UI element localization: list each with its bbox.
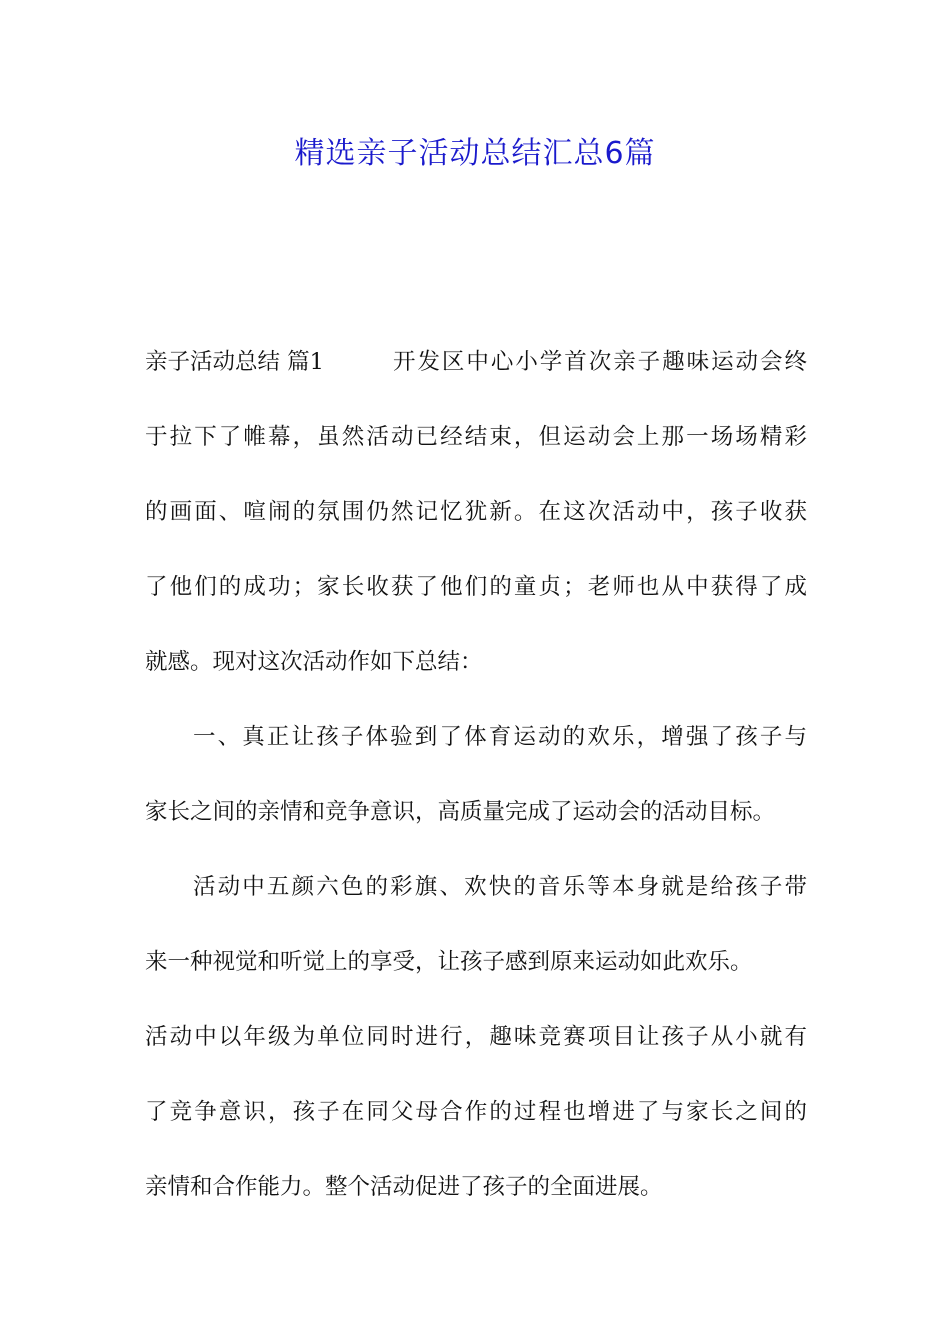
paragraph-line: 就感。现对这次活动作如下总结：: [145, 649, 483, 675]
paragraph-line: 家长之间的亲情和竞争意识，高质量完成了运动会的活动目标。: [145, 799, 776, 825]
paragraph-line: 了他们的成功；家长收获了他们的童贞；老师也从中获得了成: [145, 574, 807, 600]
document-title: 精选亲子活动总结汇总6篇: [294, 136, 656, 171]
section-heading: 亲子活动总结 篇1: [145, 349, 324, 375]
paragraph-line: 活动中五颜六色的彩旗、欢快的音乐等本身就是给孩子带: [193, 874, 807, 900]
paragraph-line: 开发区中心小学首次亲子趣味运动会终: [393, 349, 807, 375]
paragraph-line: 亲情和合作能力。整个活动促进了孩子的全面进展。: [145, 1174, 663, 1200]
paragraph-line: 于拉下了帷幕，虽然活动已经结束，但运动会上那一场场精彩: [145, 424, 807, 450]
paragraph-line: 一、真正让孩子体验到了体育运动的欢乐，增强了孩子与: [193, 724, 807, 750]
paragraph-line: 来一种视觉和听觉上的享受，让孩子感到原来运动如此欢乐。: [145, 949, 753, 975]
paragraph-line: 了竞争意识，孩子在同父母合作的过程也增进了与家长之间的: [145, 1099, 807, 1125]
paragraph-line: 的画面、喧闹的氛围仍然记忆犹新。在这次活动中，孩子收获: [145, 499, 807, 525]
paragraph-line: 活动中以年级为单位同时进行，趣味竞赛项目让孩子从小就有: [145, 1024, 807, 1050]
